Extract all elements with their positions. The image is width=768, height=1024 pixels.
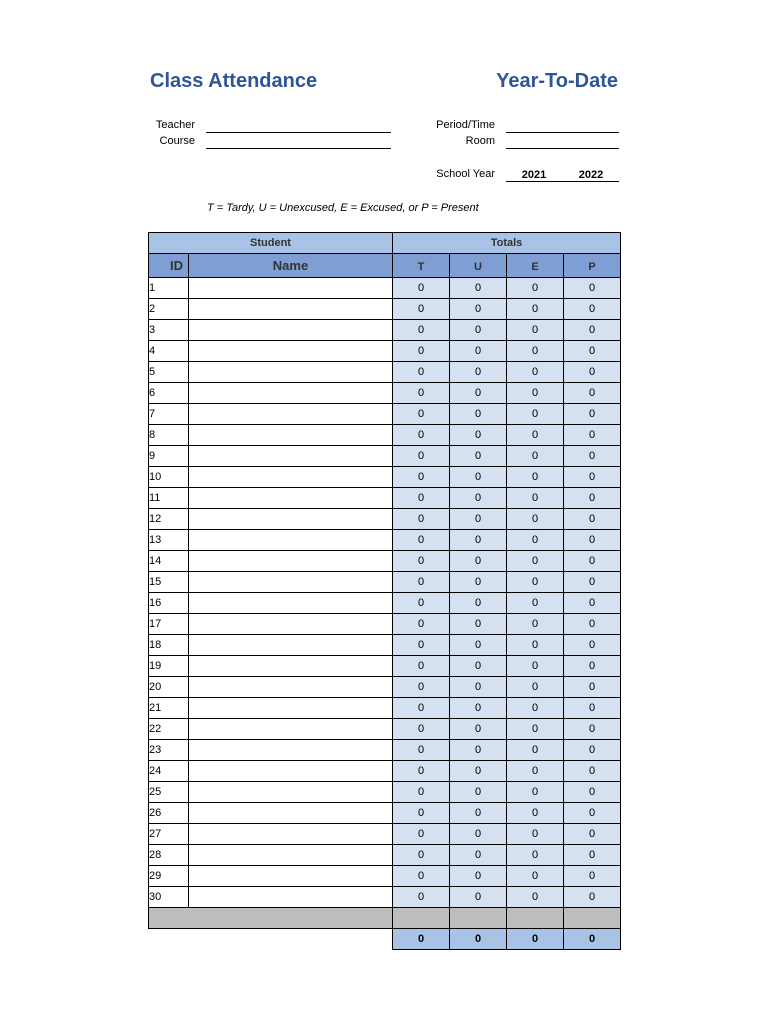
excused-column-header: E: [507, 254, 564, 278]
tardy-total-cell: 0: [393, 845, 450, 866]
table-row: [149, 656, 621, 677]
excused-total-cell: 0: [507, 677, 564, 698]
present-total-cell: 0: [564, 782, 621, 803]
unexcused-total-cell: 0: [450, 593, 507, 614]
student-name-cell[interactable]: [189, 866, 393, 887]
student-id-cell: 29: [149, 866, 189, 887]
tardy-total-cell: 0: [393, 530, 450, 551]
student-id-cell: 4: [149, 341, 189, 362]
present-total-cell: 0: [564, 635, 621, 656]
student-id-cell: 2: [149, 299, 189, 320]
unexcused-total-cell: 0: [450, 425, 507, 446]
sum-row: [149, 929, 621, 950]
table-row: [149, 446, 621, 467]
table-row: [149, 593, 621, 614]
unexcused-total-cell: 0: [450, 404, 507, 425]
tardy-total-cell: 0: [393, 509, 450, 530]
tardy-total-cell: 0: [393, 824, 450, 845]
tardy-total-cell: 0: [393, 866, 450, 887]
present-total-cell: 0: [564, 278, 621, 299]
unexcused-total-cell: 0: [450, 887, 507, 908]
table-row: [149, 404, 621, 425]
present-total-cell: 0: [564, 887, 621, 908]
present-total-cell: 0: [564, 467, 621, 488]
unexcused-total-cell: 0: [450, 740, 507, 761]
student-id-cell: 10: [149, 467, 189, 488]
unexcused-total-cell: 0: [450, 572, 507, 593]
tardy-total-cell: 0: [393, 593, 450, 614]
teacher-label: Teacher: [155, 119, 195, 131]
student-name-cell[interactable]: [189, 593, 393, 614]
school-year-label: School Year: [436, 168, 495, 180]
unexcused-total-cell: 0: [450, 656, 507, 677]
page-subtitle: Year-To-Date: [496, 70, 618, 92]
course-field[interactable]: [206, 148, 391, 149]
student-id-cell: 17: [149, 614, 189, 635]
student-name-cell[interactable]: [189, 509, 393, 530]
table-row: [149, 530, 621, 551]
student-name-cell[interactable]: [189, 341, 393, 362]
table-row: [149, 677, 621, 698]
student-id-cell: 11: [149, 488, 189, 509]
tardy-total-cell: 0: [393, 635, 450, 656]
present-total-cell: 0: [564, 824, 621, 845]
unexcused-total-cell: 0: [450, 488, 507, 509]
excused-total-cell: 0: [507, 341, 564, 362]
tardy-total-cell: 0: [393, 614, 450, 635]
unexcused-column-header: U: [450, 254, 507, 278]
table-row: [149, 425, 621, 446]
student-name-cell[interactable]: [189, 425, 393, 446]
student-name-cell[interactable]: [189, 362, 393, 383]
present-total-cell: 0: [564, 383, 621, 404]
excused-total-cell: 0: [507, 320, 564, 341]
excused-total-cell: 0: [507, 824, 564, 845]
student-id-cell: 15: [149, 572, 189, 593]
tardy-total-cell: 0: [393, 572, 450, 593]
unexcused-total-cell: 0: [450, 299, 507, 320]
excused-total-cell: 0: [507, 803, 564, 824]
table-row: [149, 488, 621, 509]
unexcused-total-cell: 0: [450, 341, 507, 362]
student-name-cell[interactable]: [189, 803, 393, 824]
present-total-cell: 0: [564, 719, 621, 740]
tardy-column-header: T: [393, 254, 450, 278]
student-name-cell[interactable]: [189, 824, 393, 845]
student-id-cell: 16: [149, 593, 189, 614]
teacher-field[interactable]: [206, 132, 391, 133]
student-name-cell[interactable]: [189, 404, 393, 425]
unexcused-sum-cell: 0: [450, 929, 507, 950]
blank-cell: [564, 908, 621, 929]
excused-total-cell: 0: [507, 698, 564, 719]
unexcused-total-cell: 0: [450, 509, 507, 530]
table-row: [149, 782, 621, 803]
tardy-total-cell: 0: [393, 362, 450, 383]
student-id-cell: 27: [149, 824, 189, 845]
table-row: [149, 341, 621, 362]
room-label: Room: [465, 135, 495, 147]
present-total-cell: 0: [564, 446, 621, 467]
table-header-row: [149, 254, 621, 278]
unexcused-total-cell: 0: [450, 635, 507, 656]
room-field[interactable]: [506, 148, 619, 149]
tardy-total-cell: 0: [393, 341, 450, 362]
present-total-cell: 0: [564, 740, 621, 761]
excused-total-cell: 0: [507, 551, 564, 572]
tardy-total-cell: 0: [393, 467, 450, 488]
school-year-start[interactable]: 2021: [521, 169, 547, 181]
present-total-cell: 0: [564, 362, 621, 383]
student-id-cell: 1: [149, 278, 189, 299]
table-row: [149, 383, 621, 404]
tardy-total-cell: 0: [393, 698, 450, 719]
excused-total-cell: 0: [507, 614, 564, 635]
tardy-total-cell: 0: [393, 299, 450, 320]
table-row: [149, 635, 621, 656]
excused-total-cell: 0: [507, 845, 564, 866]
excused-sum-cell: 0: [507, 929, 564, 950]
unexcused-total-cell: 0: [450, 362, 507, 383]
present-total-cell: 0: [564, 614, 621, 635]
excused-total-cell: 0: [507, 467, 564, 488]
student-name-cell[interactable]: [189, 635, 393, 656]
student-name-cell[interactable]: [189, 782, 393, 803]
attendance-table: [148, 232, 621, 950]
excused-total-cell: 0: [507, 404, 564, 425]
excused-total-cell: 0: [507, 656, 564, 677]
student-id-cell: 25: [149, 782, 189, 803]
tardy-total-cell: 0: [393, 488, 450, 509]
unexcused-total-cell: 0: [450, 320, 507, 341]
student-id-cell: 13: [149, 530, 189, 551]
tardy-total-cell: 0: [393, 425, 450, 446]
unexcused-total-cell: 0: [450, 383, 507, 404]
tardy-total-cell: 0: [393, 887, 450, 908]
student-name-cell[interactable]: [189, 740, 393, 761]
student-name-cell[interactable]: [189, 278, 393, 299]
totals-header: Totals: [393, 233, 621, 254]
table-row: [149, 845, 621, 866]
sum-spacer: [149, 929, 393, 950]
student-name-cell[interactable]: [189, 320, 393, 341]
course-label: Course: [159, 135, 195, 147]
blank-separator-row: [149, 908, 621, 929]
excused-total-cell: 0: [507, 383, 564, 404]
tardy-total-cell: 0: [393, 677, 450, 698]
present-total-cell: 0: [564, 320, 621, 341]
unexcused-total-cell: 0: [450, 719, 507, 740]
tardy-total-cell: 0: [393, 320, 450, 341]
tardy-total-cell: 0: [393, 446, 450, 467]
tardy-total-cell: 0: [393, 656, 450, 677]
present-total-cell: 0: [564, 551, 621, 572]
tardy-total-cell: 0: [393, 782, 450, 803]
student-id-cell: 6: [149, 383, 189, 404]
tardy-total-cell: 0: [393, 383, 450, 404]
excused-total-cell: 0: [507, 425, 564, 446]
student-name-cell[interactable]: [189, 719, 393, 740]
tardy-total-cell: 0: [393, 761, 450, 782]
table-row: [149, 887, 621, 908]
present-total-cell: 0: [564, 341, 621, 362]
table-row: [149, 320, 621, 341]
tardy-sum-cell: 0: [393, 929, 450, 950]
present-sum-cell: 0: [564, 929, 621, 950]
student-name-cell[interactable]: [189, 551, 393, 572]
blank-cell: [450, 908, 507, 929]
present-total-cell: 0: [564, 530, 621, 551]
tardy-total-cell: 0: [393, 719, 450, 740]
present-total-cell: 0: [564, 404, 621, 425]
unexcused-total-cell: 0: [450, 530, 507, 551]
excused-total-cell: 0: [507, 635, 564, 656]
student-id-cell: 26: [149, 803, 189, 824]
student-name-cell[interactable]: [189, 299, 393, 320]
page-title: Class Attendance: [150, 70, 318, 92]
present-total-cell: 0: [564, 698, 621, 719]
excused-total-cell: 0: [507, 299, 564, 320]
student-name-cell[interactable]: [189, 488, 393, 509]
student-name-cell[interactable]: [189, 383, 393, 404]
student-name-cell[interactable]: [189, 614, 393, 635]
unexcused-total-cell: 0: [450, 824, 507, 845]
unexcused-total-cell: 0: [450, 446, 507, 467]
excused-total-cell: 0: [507, 866, 564, 887]
table-row: [149, 698, 621, 719]
present-total-cell: 0: [564, 866, 621, 887]
present-total-cell: 0: [564, 803, 621, 824]
excused-total-cell: 0: [507, 488, 564, 509]
table-row: [149, 299, 621, 320]
student-name-cell[interactable]: [189, 698, 393, 719]
student-id-cell: 21: [149, 698, 189, 719]
student-id-cell: 20: [149, 677, 189, 698]
unexcused-total-cell: 0: [450, 866, 507, 887]
student-id-cell: 7: [149, 404, 189, 425]
unexcused-total-cell: 0: [450, 614, 507, 635]
unexcused-total-cell: 0: [450, 698, 507, 719]
student-id-cell: 3: [149, 320, 189, 341]
student-id-cell: 30: [149, 887, 189, 908]
table-row: [149, 362, 621, 383]
present-total-cell: 0: [564, 677, 621, 698]
excused-total-cell: 0: [507, 362, 564, 383]
present-total-cell: 0: [564, 509, 621, 530]
excused-total-cell: 0: [507, 740, 564, 761]
student-name-cell[interactable]: [189, 845, 393, 866]
table-row: [149, 803, 621, 824]
table-row: [149, 467, 621, 488]
present-total-cell: 0: [564, 656, 621, 677]
table-row: [149, 866, 621, 887]
unexcused-total-cell: 0: [450, 845, 507, 866]
student-name-cell[interactable]: [189, 887, 393, 908]
period-time-field[interactable]: [506, 132, 619, 133]
period-time-label: Period/Time: [436, 119, 495, 131]
unexcused-total-cell: 0: [450, 551, 507, 572]
student-name-cell[interactable]: [189, 446, 393, 467]
unexcused-total-cell: 0: [450, 677, 507, 698]
table-header-group-row: [149, 233, 621, 254]
present-total-cell: 0: [564, 425, 621, 446]
student-name-cell[interactable]: [189, 761, 393, 782]
student-name-cell[interactable]: [189, 656, 393, 677]
student-id-cell: 12: [149, 509, 189, 530]
student-id-cell: 22: [149, 719, 189, 740]
present-total-cell: 0: [564, 845, 621, 866]
unexcused-total-cell: 0: [450, 467, 507, 488]
excused-total-cell: 0: [507, 572, 564, 593]
student-header: Student: [149, 233, 393, 254]
name-column-header: Name: [189, 254, 393, 278]
blank-cell: [149, 908, 393, 929]
present-total-cell: 0: [564, 593, 621, 614]
present-column-header: P: [564, 254, 621, 278]
unexcused-total-cell: 0: [450, 803, 507, 824]
tardy-total-cell: 0: [393, 551, 450, 572]
school-year-line: [506, 181, 619, 182]
blank-cell: [393, 908, 450, 929]
student-name-cell[interactable]: [189, 467, 393, 488]
student-id-cell: 8: [149, 425, 189, 446]
present-total-cell: 0: [564, 299, 621, 320]
table-row: [149, 551, 621, 572]
student-name-cell[interactable]: [189, 530, 393, 551]
student-id-cell: 14: [149, 551, 189, 572]
table-row: [149, 614, 621, 635]
student-id-cell: 5: [149, 362, 189, 383]
excused-total-cell: 0: [507, 761, 564, 782]
student-id-cell: 9: [149, 446, 189, 467]
student-id-cell: 24: [149, 761, 189, 782]
excused-total-cell: 0: [507, 278, 564, 299]
excused-total-cell: 0: [507, 782, 564, 803]
student-name-cell[interactable]: [189, 677, 393, 698]
excused-total-cell: 0: [507, 719, 564, 740]
student-id-cell: 18: [149, 635, 189, 656]
student-id-cell: 23: [149, 740, 189, 761]
school-year-end[interactable]: 2022: [578, 169, 604, 181]
excused-total-cell: 0: [507, 887, 564, 908]
tardy-total-cell: 0: [393, 803, 450, 824]
id-column-header: ID: [149, 254, 189, 278]
table-row: [149, 740, 621, 761]
student-id-cell: 19: [149, 656, 189, 677]
student-name-cell[interactable]: [189, 572, 393, 593]
unexcused-total-cell: 0: [450, 782, 507, 803]
student-id-cell: 28: [149, 845, 189, 866]
table-row: [149, 278, 621, 299]
excused-total-cell: 0: [507, 593, 564, 614]
tardy-total-cell: 0: [393, 740, 450, 761]
tardy-total-cell: 0: [393, 278, 450, 299]
table-row: [149, 824, 621, 845]
unexcused-total-cell: 0: [450, 278, 507, 299]
tardy-total-cell: 0: [393, 404, 450, 425]
present-total-cell: 0: [564, 761, 621, 782]
excused-total-cell: 0: [507, 530, 564, 551]
excused-total-cell: 0: [507, 509, 564, 530]
present-total-cell: 0: [564, 572, 621, 593]
attendance-legend: T = Tardy, U = Unexcused, E = Excused, or P = Present: [207, 202, 479, 214]
blank-cell: [507, 908, 564, 929]
table-row: [149, 572, 621, 593]
present-total-cell: 0: [564, 488, 621, 509]
excused-total-cell: 0: [507, 446, 564, 467]
table-row: [149, 509, 621, 530]
unexcused-total-cell: 0: [450, 761, 507, 782]
table-row: [149, 719, 621, 740]
table-row: [149, 761, 621, 782]
